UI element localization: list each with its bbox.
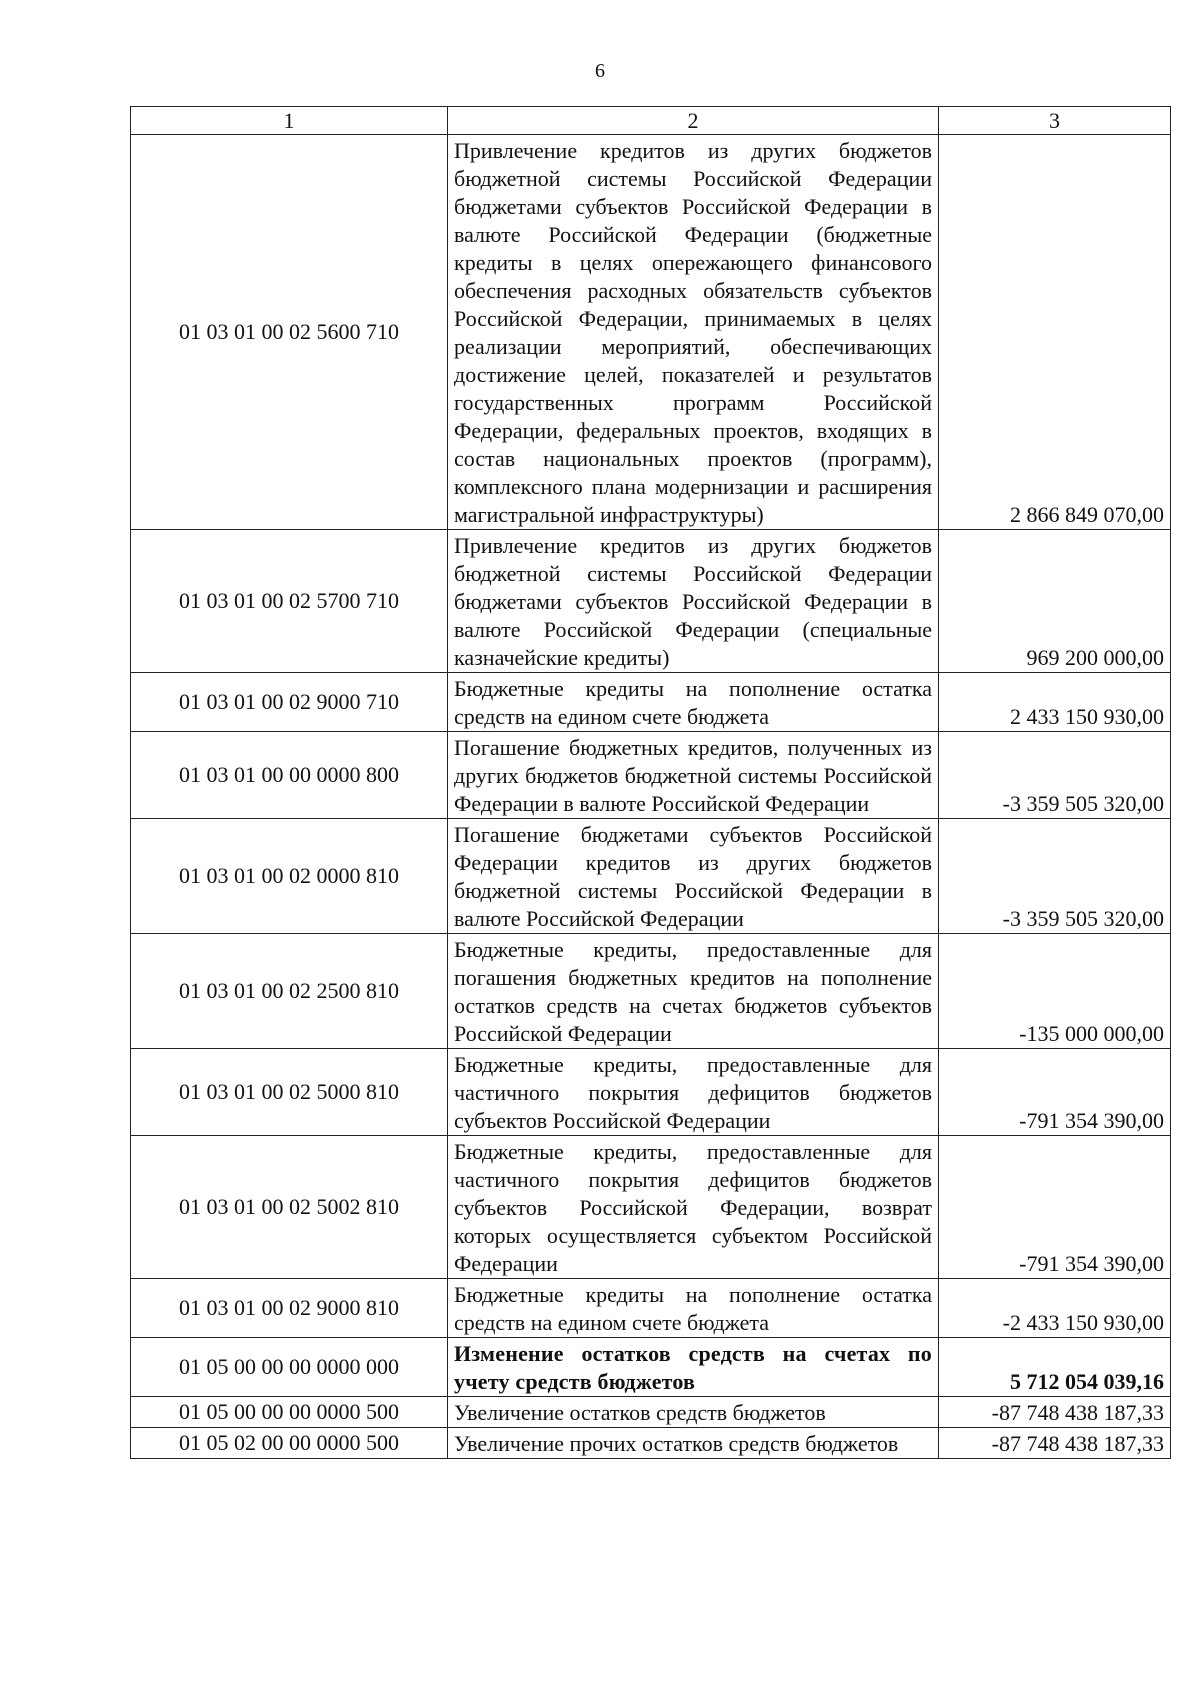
- row-code: 01 05 00 00 00 0000 000: [131, 1338, 448, 1397]
- row-description: Привлечение кредитов из других бюджетов бюджетной системы Российской Федерации бюджетами субъектов Российской Федерации в валюте Российской Федерации (специальные казначейские кредиты): [448, 530, 939, 673]
- row-description: Увеличение остатков средств бюджетов: [448, 1397, 939, 1428]
- row-amount: -3 359 505 320,00: [939, 732, 1171, 819]
- column-header-description: 2: [448, 107, 939, 135]
- row-description: Увеличение прочих остатков средств бюджетов: [448, 1428, 939, 1459]
- row-amount: -3 359 505 320,00: [939, 819, 1171, 934]
- row-code: 01 03 01 00 02 9000 810: [131, 1279, 448, 1338]
- table-body: [131, 135, 1171, 1459]
- table-row: [131, 819, 1171, 934]
- column-header-amount: 3: [939, 107, 1171, 135]
- table-header-row: [131, 107, 1171, 135]
- budget-sources-table: [130, 106, 1171, 1459]
- row-description: Бюджетные кредиты на пополнение остатка средств на едином счете бюджета: [448, 1279, 939, 1338]
- table-row: [131, 1049, 1171, 1136]
- table-row: [131, 530, 1171, 673]
- row-description: Погашение бюджетных кредитов, полученных из других бюджетов бюджетной системы Российской Федерации в валюте Российской Федерации: [448, 732, 939, 819]
- row-code: 01 05 02 00 00 0000 500: [131, 1428, 448, 1459]
- row-description: Бюджетные кредиты, предоставленные для частичного покрытия дефицитов бюджетов субъектов Российской Федерации, возврат которых осуществляется субъектом Российской Федерации: [448, 1136, 939, 1279]
- row-amount: -791 354 390,00: [939, 1136, 1171, 1279]
- table-row: [131, 135, 1171, 530]
- table-row: [131, 1397, 1171, 1428]
- row-code: 01 03 01 00 02 0000 810: [131, 819, 448, 934]
- row-amount: -2 433 150 930,00: [939, 1279, 1171, 1338]
- page-number: 6: [595, 60, 605, 82]
- row-amount: 969 200 000,00: [939, 530, 1171, 673]
- row-code: 01 03 01 00 02 5600 710: [131, 135, 448, 530]
- budget-table-container: [130, 106, 1170, 1459]
- table-row: [131, 1428, 1171, 1459]
- row-amount: 5 712 054 039,16: [939, 1338, 1171, 1397]
- row-description: Изменение остатков средств на счетах по учету средств бюджетов: [448, 1338, 939, 1397]
- row-code: 01 05 00 00 00 0000 500: [131, 1397, 448, 1428]
- row-description: Бюджетные кредиты на пополнение остатка средств на едином счете бюджета: [448, 673, 939, 732]
- row-amount: -87 748 438 187,33: [939, 1428, 1171, 1459]
- row-description: Погашение бюджетами субъектов Российской Федерации кредитов из других бюджетов бюджетной системы Российской Федерации в валюте Российской Федерации: [448, 819, 939, 934]
- row-amount: -135 000 000,00: [939, 934, 1171, 1049]
- row-amount: 2 866 849 070,00: [939, 135, 1171, 530]
- row-amount: 2 433 150 930,00: [939, 673, 1171, 732]
- table-row: [131, 1136, 1171, 1279]
- row-description: Бюджетные кредиты, предоставленные для погашения бюджетных кредитов на пополнение остатков средств на счетах бюджетов субъектов Российской Федерации: [448, 934, 939, 1049]
- table-row: [131, 732, 1171, 819]
- row-description: Привлечение кредитов из других бюджетов бюджетной системы Российской Федерации бюджетами субъектов Российской Федерации в валюте Российской Федерации (бюджетные кредиты в целях опережающего финансового обеспечения расходных обязательств субъектов Российской Федерации, принимаемых в целях реализации мероприятий, обеспечивающих достижение целей, показателей и результатов государственных программ Российской Федерации, федеральных проектов, входящих в состав национальных проектов (программ), комплексного плана модернизации и расширения магистральной инфраструктуры): [448, 135, 939, 530]
- row-code: 01 03 01 00 02 9000 710: [131, 673, 448, 732]
- row-code: 01 03 01 00 02 5000 810: [131, 1049, 448, 1136]
- row-code: 01 03 01 00 02 5002 810: [131, 1136, 448, 1279]
- column-header-code: 1: [131, 107, 448, 135]
- row-amount: -791 354 390,00: [939, 1049, 1171, 1136]
- table-row: [131, 673, 1171, 732]
- table-row: [131, 1338, 1171, 1397]
- table-row: [131, 1279, 1171, 1338]
- row-amount: -87 748 438 187,33: [939, 1397, 1171, 1428]
- row-code: 01 03 01 00 00 0000 800: [131, 732, 448, 819]
- row-code: 01 03 01 00 02 5700 710: [131, 530, 448, 673]
- row-description: Бюджетные кредиты, предоставленные для частичного покрытия дефицитов бюджетов субъектов Российской Федерации: [448, 1049, 939, 1136]
- row-code: 01 03 01 00 02 2500 810: [131, 934, 448, 1049]
- table-row: [131, 934, 1171, 1049]
